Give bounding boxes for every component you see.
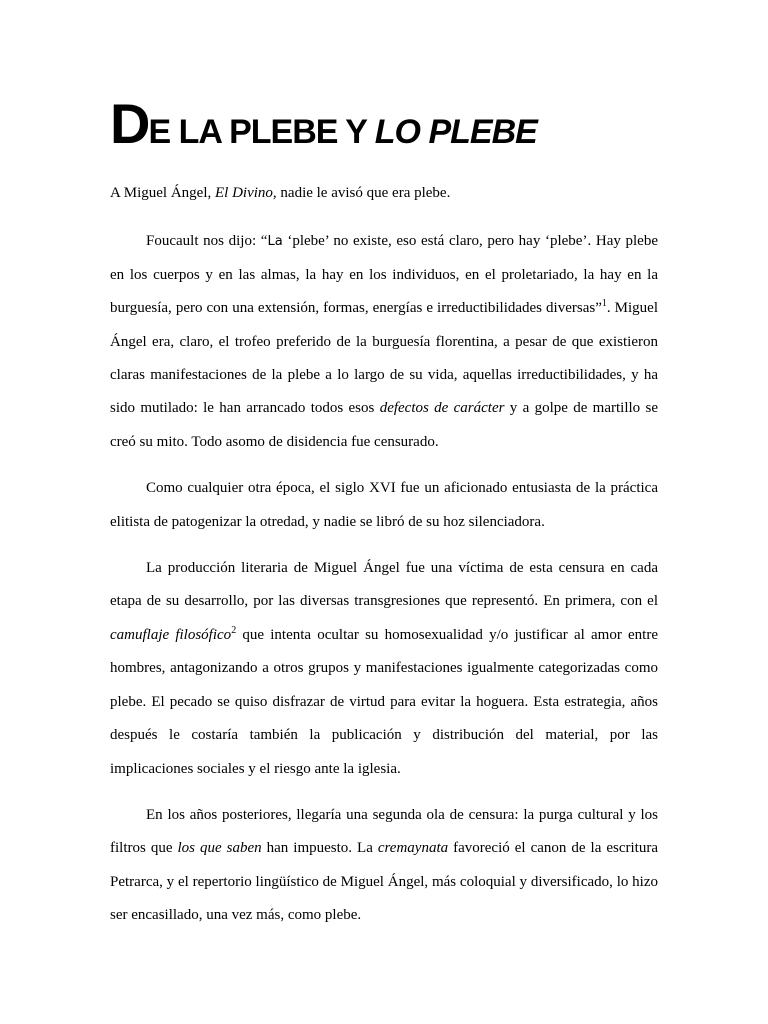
title-main: E LA PLEBE Y (148, 113, 375, 151)
footnote-ref-1[interactable]: 1 (601, 298, 607, 310)
paragraph-1: A Miguel Ángel, El Divino, nadie le avisó que era plebe. (110, 185, 451, 201)
paragraph-5: En los años posteriores, llegaría una segunda ola de censura: la purga cultural y los filtros que los que saben han impuesto. La cremaynata favoreció el canon de la escritura Petrarca, y el repertorio lingüístico de Miguel Ángel, más coloquial y diversificado, lo hizo ser encasillado, una vez más, como plebe. (110, 806, 658, 924)
emphasis-el-divino: El Divino (215, 185, 273, 201)
emphasis-cremaynata: cremaynata (377, 840, 449, 857)
paragraph-4: La producción literaria de Miguel Ángel fue una víctima de esta censura en cada etapa de su desarrollo, por las diversas transgresiones que representó. En primera, con el camuflaje filosófico$^2$ que intenta ocultar su homosexualidad y/o justificar al amor entre hombres, antagonizando a otros grupos y manifestaciones igualmente categorizadas como plebe. El pecado se quiso disfrazar de virtud para evitar la hoguera. Esta estrategia, años después le costaría también la publicación y distribución del material, por las implicaciones sociales y el riesgo ante la iglesia. (110, 560, 658, 777)
title-italic: LO PLEBE (374, 113, 537, 151)
emphasis-defectos: defectos de carácter (379, 400, 505, 417)
emphasis-los-que-saben: los que saben (177, 840, 262, 857)
emphasis-camuflaje: camuflaje filosófico (110, 626, 232, 643)
footnote-ref-2[interactable]: 2 (231, 624, 237, 636)
page-title (110, 94, 670, 162)
body-text (110, 177, 658, 946)
paragraph-2: Foucault nos dijo: “La ‘plebe’ no existe, eso está claro, pero hay ‘plebe’. Hay plebe en los cuerpos y en las almas, la hay en los individuos, en el proletariado, la hay en la burguesía, pero con una extensión, formas, energías e irreductibilidades diversas”$^1$. Miguel Ángel era, claro, el trofeo preferido de la burguesía florentina, a pesar de que existieron claras manifestaciones de la plebe a lo largo de su vida, aquellas irreductibilidades, y ha sido mutilado: le han arrancado todos esos defectos de carácter y a golpe de martillo se creó su mito. Todo asomo de disidencia fue censurado. (110, 233, 658, 450)
paragraph-3: Como cualquier otra época, el siglo XVI fue un aficionado entusiasta de la práctica elitista de patogenizar la otredad, y nadie se libró de su hoz silenciadora. (110, 480, 658, 530)
title-initial: D (110, 92, 149, 155)
